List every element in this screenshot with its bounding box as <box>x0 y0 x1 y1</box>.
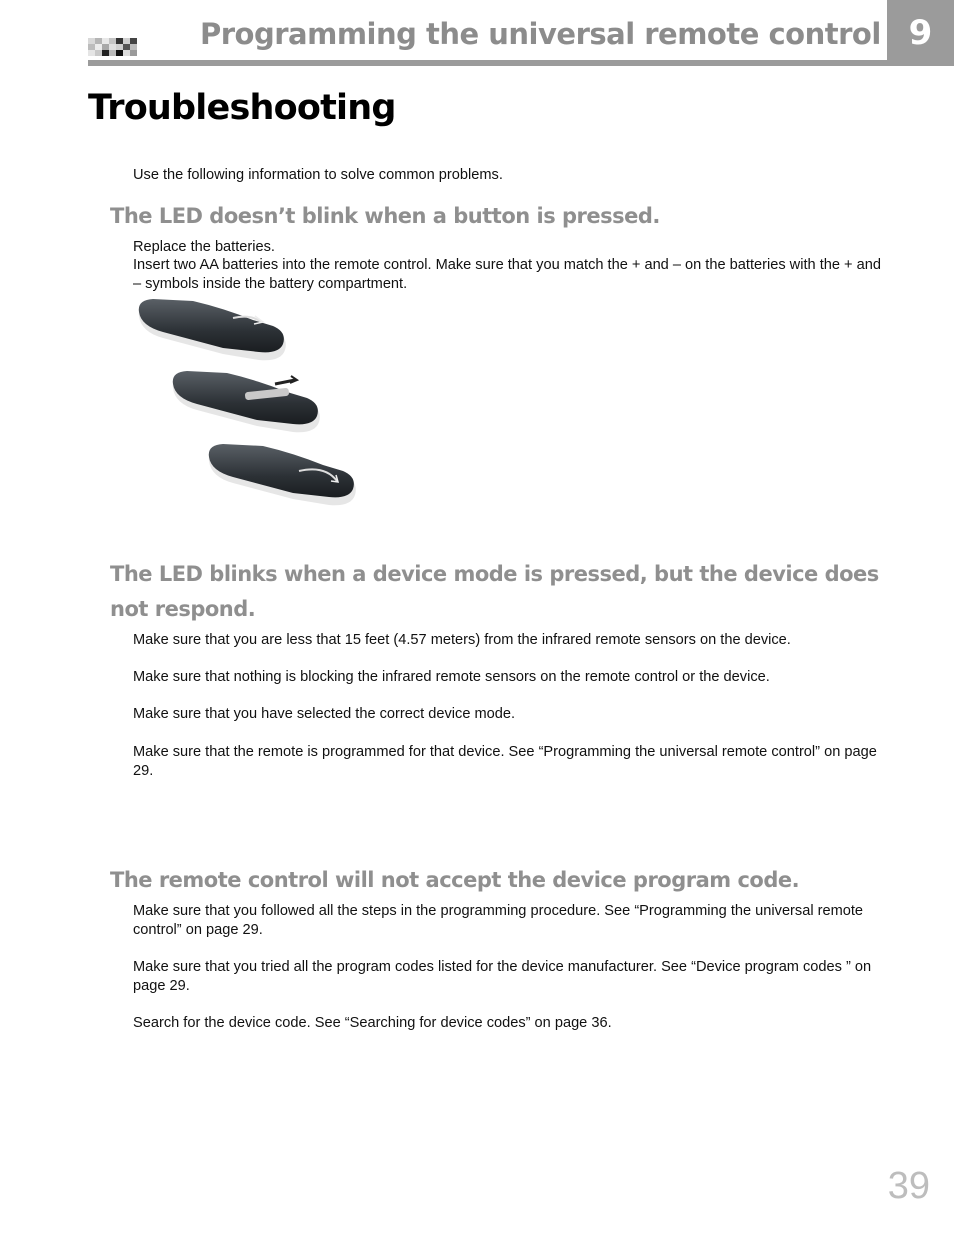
section-paragraph: Insert two AA batteries into the remote control. Make sure that you match the + and – on the batteries with the + and – symbols inside the battery compartment. <box>133 257 881 292</box>
section-heading-code-not-accepted: The remote control will not accept the device program code. <box>110 868 800 892</box>
section-paragraph: Make sure that you are less that 15 feet (4.57 meters) from the infrared remote sensors on the device. <box>133 632 791 648</box>
section-paragraph: Replace the batteries. <box>133 239 275 255</box>
remote-step-3 <box>209 444 356 505</box>
section-heading-led-no-blink: The LED doesn’t blink when a button is pressed. <box>110 204 660 228</box>
remote-control-illustration <box>133 296 363 518</box>
battery-replacement-figure <box>133 296 363 518</box>
section-paragraph: Make sure that the remote is programmed for that device. See “Programming the universal remote control” on page 29. <box>133 744 877 779</box>
header-rule <box>88 60 887 66</box>
section-paragraph: Make sure that you have selected the correct device mode. <box>133 706 516 722</box>
section-paragraph: Make sure that you followed all the steps in the programming procedure. See “Programming the universal remote control” on page 29. <box>133 903 864 938</box>
section-paragraph: Make sure that you tried all the program codes listed for the device manufacturer. See “Device program codes ” on page 29. <box>133 959 872 994</box>
section-heading-led-blinks-no-response: The LED blinks when a device mode is pressed, but the device does not respond. <box>110 562 879 621</box>
section-paragraph: Make sure that nothing is blocking the infrared remote sensors on the remote control or the device. <box>133 669 770 685</box>
section-paragraph: Search for the device code. See “Searching for device codes” on page 36. <box>133 1015 612 1031</box>
intro-text: Use the following information to solve common problems. <box>133 167 503 183</box>
chapter-number-badge <box>887 0 954 66</box>
remote-step-1 <box>139 299 286 360</box>
chapter-title: Programming the universal remote control <box>200 17 881 51</box>
page-number: 39 <box>887 1165 930 1207</box>
remote-step-2 <box>173 371 320 432</box>
chapter-number: 9 <box>908 13 933 53</box>
page-title: Troubleshooting <box>88 88 396 128</box>
header-logo-pattern <box>88 38 140 60</box>
